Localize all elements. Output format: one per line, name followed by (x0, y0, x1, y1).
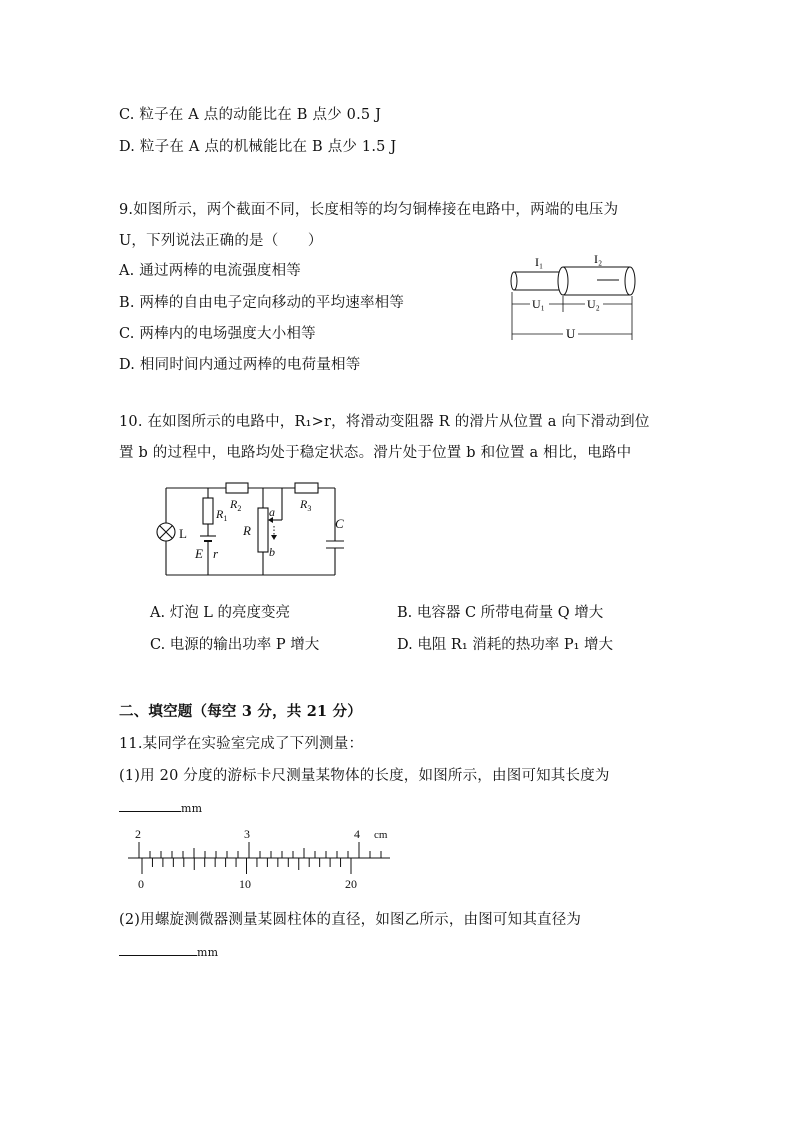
q9-option-a: A. 通过两棒的电流强度相等 (119, 263, 301, 279)
q10-option-a: A. 灯泡 L 的亮度变亮 (150, 605, 291, 621)
q10-label-c: C (335, 516, 344, 531)
caliper-unit-label: cm (374, 829, 388, 841)
caliper-main-label-3: 3 (244, 827, 250, 841)
q10-label-r3: R (300, 497, 308, 511)
q11-part1: (1)用 20 分度的游标卡尺测量某物体的长度，如图所示，由图可知其长度为 (119, 768, 610, 784)
q10-stem-line2: 置 b 的过程中，电路均处于稳定状态。滑片处于位置 b 和位置 a 相比，电路中 (119, 445, 632, 461)
caliper-main-label-2: 2 (135, 827, 141, 841)
q9-option-b: B. 两棒的自由电子定向移动的平均速率相等 (119, 295, 405, 311)
q8-option-d: D. 粒子在 A 点的机械能比在 B 点少 1.5 J (119, 139, 397, 155)
q10-label-r3-sub: 3 (307, 504, 312, 513)
q10-label-rheostat: R (243, 523, 251, 538)
vernier-caliper-figure (120, 826, 400, 892)
svg-text:R1 (215, 507, 227, 523)
caliper-vernier-label-0: 0 (138, 877, 144, 891)
q9-label-i1: I₁ (535, 255, 544, 269)
q9-label-i2: I₂ (594, 252, 603, 266)
q9-label-u: U (566, 326, 576, 341)
q9-option-d: D. 相同时间内通过两棒的电荷量相等 (119, 357, 361, 373)
q10-label-r1: R (216, 507, 224, 521)
svg-text:R3 (299, 497, 311, 513)
q11-part2-unit: mm (197, 946, 219, 959)
caliper-vernier-label-20: 20 (345, 877, 357, 891)
q10-label-r2-sub: 2 (237, 504, 242, 513)
section-heading: 二、填空题（每空 3 分，共 21 分） (119, 703, 362, 720)
q10-option-b: B. 电容器 C 所带电荷量 Q 增大 (397, 605, 604, 621)
q9-rods-figure (505, 250, 645, 350)
q9-option-c: C. 两棒内的电场强度大小相等 (119, 326, 316, 342)
q11-stem: 11.某同学在实验室完成了下列测量： (119, 736, 364, 752)
q10-stem-line1: 10. 在如图所示的电路中，R₁>r，将滑动变阻器 R 的滑片从位置 a 向下滑动到位 (119, 414, 650, 430)
q10-label-r-small: r (213, 546, 219, 561)
q11-part2-blank[interactable] (119, 940, 197, 956)
q11-part2-answer (119, 940, 218, 960)
q11-part1-answer (119, 796, 202, 816)
q10-label-l: L (179, 526, 187, 541)
q10-option-c: C. 电源的输出功率 P 增大 (150, 637, 320, 653)
q10-option-d: D. 电阻 R₁ 消耗的热功率 P₁ 增大 (397, 637, 614, 653)
svg-text:R2 (229, 497, 241, 513)
q9-label-u2: U₂ (587, 297, 600, 311)
q10-label-r1-sub: 1 (223, 514, 228, 523)
q9-stem-line1: 9.如图所示，两个截面不同，长度相等的均匀铜棒接在电路中，两端的电压为 (119, 202, 619, 218)
q9-label-u1: U₁ (532, 297, 545, 311)
q11-part1-blank[interactable] (119, 796, 181, 812)
q10-label-r2: R (230, 497, 238, 511)
q10-label-b: b (269, 545, 275, 559)
caliper-main-label-4: 4 (354, 827, 360, 841)
q8-option-c: C. 粒子在 A 点的动能比在 B 点少 0.5 J (119, 107, 382, 123)
q10-circuit-figure (150, 478, 360, 582)
q10-label-e: E (195, 546, 203, 561)
q11-part2: (2)用螺旋测微器测量某圆柱体的直径，如图乙所示，由图可知其直径为 (119, 912, 582, 928)
q11-part1-unit: mm (181, 802, 203, 815)
caliper-vernier-label-10: 10 (239, 877, 251, 891)
q10-label-a: a (269, 505, 275, 519)
q9-stem-line2: U，下列说法正确的是（ ） (119, 233, 323, 249)
